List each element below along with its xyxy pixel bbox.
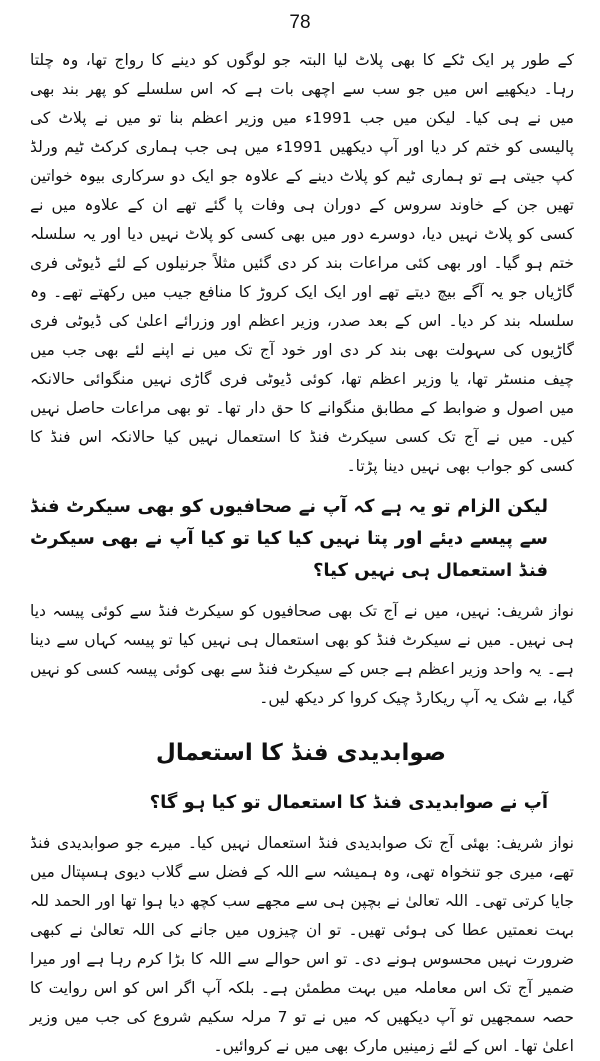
page-body: [30, 46, 574, 1061]
answer-2: نواز شریف: بھئی آج تک صوابدیدی فنڈ استعمال نہیں کیا۔ میرے جو صوابدیدی فنڈ تھے، میری جو تنخواہ تھی، وہ ہمیشہ سے اللہ کے فضل سے گلاب دیوی ہسپتال میں جایا کرتی تھی۔ اللہ تعالیٰ نے بچپن ہی سے مجھے سب کچھ دیا ہوا تھا اور الحمد للہ بہت نعمتیں عطا کی ہوئی تھیں۔ تو ان چیزوں میں جانے کی اللہ تعالیٰ نے کبھی ضرورت نہیں محسوس ہونے دی۔ تو اس حوالے سے اللہ کا بڑا کرم رہا ہے اور میرا ضمیر آج تک اس معاملہ میں بہت مطمئن ہے۔ بلکہ آپ اگر اس کو اس روایت کا حصہ سمجھیں تو آپ دیکھیں کہ میں نے تو 7 مرلہ سکیم شروع کی جب میں وزیر اعلیٰ تھا۔ اس کے لئے زمینیں مارک بھی میں نے کروائیں۔: [30, 834, 574, 1055]
answer-1: نواز شریف: نہیں، میں نے آج تک بھی صحافیوں کو سیکرٹ فنڈ سے کوئی پیسہ دیا ہی نہیں۔ میں نے سیکرٹ فنڈ کو بھی استعمال ہی نہیں کیا تو پیسہ کہاں سے دینا ہے۔ یہ واحد وزیر اعظم ہے جس کے سیکرٹ فنڈ سے بھی کوئی پیسہ کسی کو نہیں گیا، بے شک یہ آپ ریکارڈ چیک کروا کر دیکھ لیں۔: [30, 602, 574, 707]
section-heading: صوابدیدی فنڈ کا استعمال: [155, 740, 446, 766]
intro-paragraph: کے طور پر ایک ٹکے کا بھی پلاٹ لیا البتہ جو لوگوں کو دینے کا رواج تھا، وہ چلتا رہا۔ دیکھیے اس میں جو سب سے اچھی بات ہے کہ اس سلسلے کو پھر بند بھی میں نے ہی کیا۔ لیکن میں جب 1991ء میں وزیر اعظم بنا تو میں نے پلاٹ کی پالیسی کو ختم کر دیا اور آپ دیکھیں 1991ء میں ہی جب ہماری کرکٹ ٹیم ورلڈ کپ جیتی ہے تو ہماری ٹیم کو پلاٹ دینے کے علاوہ جو ایک دو سرکاری بیوہ خواتین تھیں جن کے خاوند سروس کے دوران ہی وفات پا گئے تھے ان کے علاوہ میں نے کسی کو پلاٹ نہیں دیا، دوسرے دور میں بھی کسی کو پلاٹ نہیں دیا اور یہ سلسلہ ختم ہو گیا۔ اور بھی کئی مراعات بند کر دی گئیں مثلاً جرنیلوں کے لئے ڈیوٹی فری گاڑیاں جو یہ آگے بیچ دیتے تھے اور ایک ایک کروڑ کا منافع جیب میں رکھتے تھے۔ وہ سلسلہ بند کر دیا۔ اس کے بعد صدر، وزیر اعظم اور وزرائے اعلیٰ کی ڈیوٹی فری گاڑیوں کی سہولت بھی بند کر دی اور خود آج تک میں نے اپنے لئے بھی جب میں چیف منسٹر تھا، یا وزیر اعظم تھا، کوئی ڈیوٹی فری گاڑی نہیں منگوائی حالانکہ میں اصول و ضوابط کے مطابق منگوانے کا حق دار تھا۔ تو بھی مراعات حاصل نہیں کیں۔ میں نے آج تک کسی سیکرٹ فنڈ کا استعمال نہیں کیا حالانکہ اس فنڈ کا کسی کو جواب بھی نہیں دینا پڑتا۔: [30, 51, 574, 475]
page-number: 78: [289, 12, 311, 33]
question-2: آپ نے صوابدیدی فنڈ کا استعمال تو کیا ہو گا؟: [149, 792, 548, 813]
question-1: لیکن الزام تو یہ ہے کہ آپ نے صحافیوں کو بھی سیکرٹ فنڈ سے پیسے دیئے اور پتا نہیں کیا کیا تو کیا آپ نے بھی سیکرٹ فنڈ استعمال ہی نہیں کیا؟: [30, 496, 548, 581]
